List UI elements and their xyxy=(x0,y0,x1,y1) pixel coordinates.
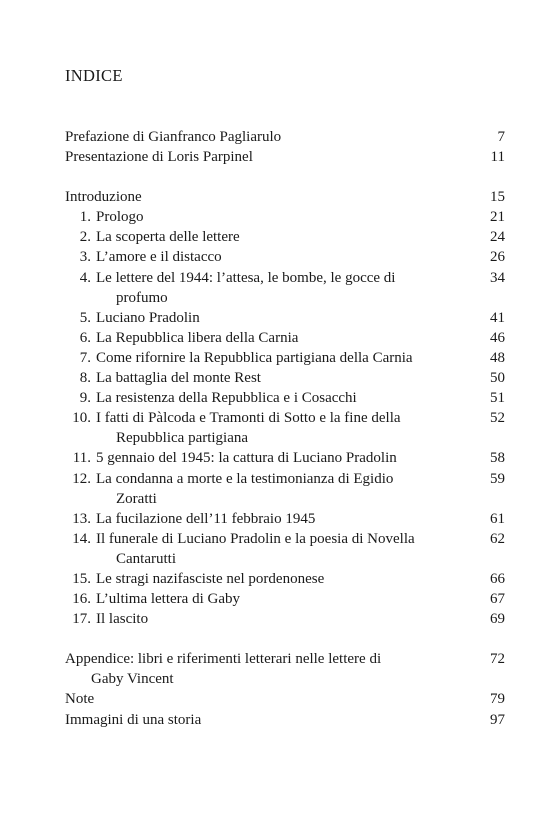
entry-title: Prologo xyxy=(96,209,144,226)
entry-title: La resistenza della Repubblica e i Cosacchi xyxy=(96,390,357,407)
entry-title: Introduzione xyxy=(65,189,142,206)
toc-entry[interactable] xyxy=(65,388,505,408)
entry-title-block xyxy=(91,448,505,468)
toc-entry[interactable] xyxy=(65,529,505,569)
toc-entry[interactable] xyxy=(65,187,505,207)
toc-entry[interactable] xyxy=(65,147,505,167)
entry-title-block xyxy=(65,147,505,167)
section-gap xyxy=(65,629,505,649)
chapter-number: 6. xyxy=(79,329,91,346)
entry-title-block xyxy=(65,710,505,730)
entry-title: Il funerale di Luciano Pradolin e la poesia di Novella xyxy=(96,530,415,547)
page-number: 34 xyxy=(490,269,505,286)
chapter-number: 9. xyxy=(79,390,91,407)
page-number: 69 xyxy=(490,611,505,628)
chapter-number: 15. xyxy=(72,570,91,587)
entry-title: Il lascito xyxy=(96,611,149,628)
page-number: 59 xyxy=(490,470,505,487)
chapter-number: 2. xyxy=(79,229,91,246)
entry-title-block xyxy=(91,609,505,629)
chapter-number: 1. xyxy=(79,209,91,226)
page-number: 61 xyxy=(490,510,505,527)
entry-title-continuation: Repubblica partigiana xyxy=(116,430,249,447)
chapter-number: 17. xyxy=(72,611,91,628)
page-number: 15 xyxy=(490,189,505,206)
page-number: 66 xyxy=(490,570,505,587)
entry-title-block xyxy=(91,348,505,368)
entry-title: 5 gennaio del 1945: la cattura di Luciano Pradolin xyxy=(96,450,397,467)
toc-entry[interactable] xyxy=(65,348,505,368)
entry-title-block xyxy=(91,569,505,589)
toc-entry[interactable] xyxy=(65,328,505,348)
toc-entry[interactable] xyxy=(65,227,505,247)
entry-title-block xyxy=(65,689,505,709)
entry-title: Le stragi nazifasciste nel pordenonese xyxy=(96,570,325,587)
entry-title-block xyxy=(91,368,505,388)
toc-entry[interactable] xyxy=(65,308,505,328)
chapter-number: 4. xyxy=(79,269,91,286)
entry-title-block xyxy=(91,589,505,609)
toc-entry[interactable] xyxy=(65,589,505,609)
page-number: 24 xyxy=(490,229,505,246)
page-number: 52 xyxy=(490,410,505,427)
index-heading: INDICE xyxy=(65,66,123,85)
entry-title: La fucilazione dell’11 febbraio 1945 xyxy=(96,510,316,527)
entry-title: Immagini di una storia xyxy=(65,711,202,728)
toc-entry[interactable] xyxy=(65,509,505,529)
entry-title-continuation: profumo xyxy=(116,289,168,306)
chapter-number: 10. xyxy=(72,410,91,427)
page-number: 46 xyxy=(490,329,505,346)
toc-entry[interactable] xyxy=(65,689,505,709)
entry-title-block xyxy=(91,408,505,448)
page-number: 7 xyxy=(497,129,505,145)
entry-title-continuation: Gaby Vincent xyxy=(91,671,174,688)
entry-title-block xyxy=(91,469,505,509)
page-number: 21 xyxy=(490,209,505,226)
chapter-number: 14. xyxy=(72,530,91,547)
entry-title: La condanna a morte e la testimonianza di Egidio xyxy=(96,470,394,487)
toc-entry[interactable] xyxy=(65,448,505,468)
entry-title-block xyxy=(91,328,505,348)
toc-entry[interactable] xyxy=(65,469,505,509)
entry-title: La battaglia del monte Rest xyxy=(96,370,261,387)
toc-entry[interactable] xyxy=(65,127,505,147)
chapter-number: 3. xyxy=(79,249,91,266)
entry-title: La scoperta delle lettere xyxy=(96,229,240,246)
entry-title-block xyxy=(91,388,505,408)
entry-title-block xyxy=(91,247,505,267)
toc-entry[interactable] xyxy=(65,569,505,589)
entry-title: Note xyxy=(65,691,95,708)
table-of-contents xyxy=(65,127,505,730)
chapter-number: 8. xyxy=(79,370,91,387)
page-number: 62 xyxy=(490,530,505,547)
page-number: 48 xyxy=(490,349,505,366)
chapter-number: 11. xyxy=(72,450,91,467)
chapter-number: 12. xyxy=(72,470,91,487)
entry-title: I fatti di Pàlcoda e Tramonti di Sotto e la fine della xyxy=(96,410,401,427)
entry-title-block xyxy=(65,187,505,207)
entry-title: Prefazione di Gianfranco Pagliarulo xyxy=(65,129,282,145)
entry-title-continuation: Zoratti xyxy=(116,490,157,507)
section-gap xyxy=(65,167,505,187)
toc-entry[interactable] xyxy=(65,649,505,689)
entry-title: Luciano Pradolin xyxy=(96,309,200,326)
entry-title-block xyxy=(91,308,505,328)
page-number: 11 xyxy=(490,149,505,166)
toc-entry[interactable] xyxy=(65,207,505,227)
page-number: 72 xyxy=(490,651,505,668)
entry-title-block xyxy=(91,268,505,308)
toc-entry[interactable] xyxy=(65,247,505,267)
entry-title-block xyxy=(65,127,505,147)
entry-title-block xyxy=(91,227,505,247)
chapter-number: 13. xyxy=(72,510,91,527)
toc-entry[interactable] xyxy=(65,609,505,629)
toc-entry[interactable] xyxy=(65,408,505,448)
entry-title: L’amore e il distacco xyxy=(96,249,222,266)
page-number: 67 xyxy=(490,591,505,608)
page-number: 97 xyxy=(490,711,505,728)
entry-title-block xyxy=(65,649,505,689)
chapter-number: 16. xyxy=(72,591,91,608)
toc-entry[interactable] xyxy=(65,710,505,730)
entry-title: L’ultima lettera di Gaby xyxy=(96,591,240,608)
page-number: 41 xyxy=(490,309,505,326)
entry-title-block xyxy=(91,509,505,529)
entry-title-continuation: Cantarutti xyxy=(116,550,176,567)
toc-entry[interactable] xyxy=(65,268,505,308)
entry-title-block xyxy=(91,529,505,569)
page-number: 79 xyxy=(490,691,505,708)
page-number: 58 xyxy=(490,450,505,467)
entry-title: Appendice: libri e riferimenti letterari nelle lettere di xyxy=(65,651,382,668)
page-number: 26 xyxy=(490,249,505,266)
chapter-number: 7. xyxy=(79,349,91,366)
page-number: 51 xyxy=(490,390,505,407)
entry-title-block xyxy=(91,207,505,227)
entry-title: Presentazione di Loris Parpinel xyxy=(65,149,253,166)
entry-title: Come rifornire la Repubblica partigiana della Carnia xyxy=(96,349,413,366)
chapter-number: 5. xyxy=(79,309,91,326)
entry-title: Le lettere del 1944: l’attesa, le bombe, le gocce di xyxy=(96,269,396,286)
entry-title: La Repubblica libera della Carnia xyxy=(96,329,299,346)
toc-entry[interactable] xyxy=(65,368,505,388)
page-number: 50 xyxy=(490,370,505,387)
